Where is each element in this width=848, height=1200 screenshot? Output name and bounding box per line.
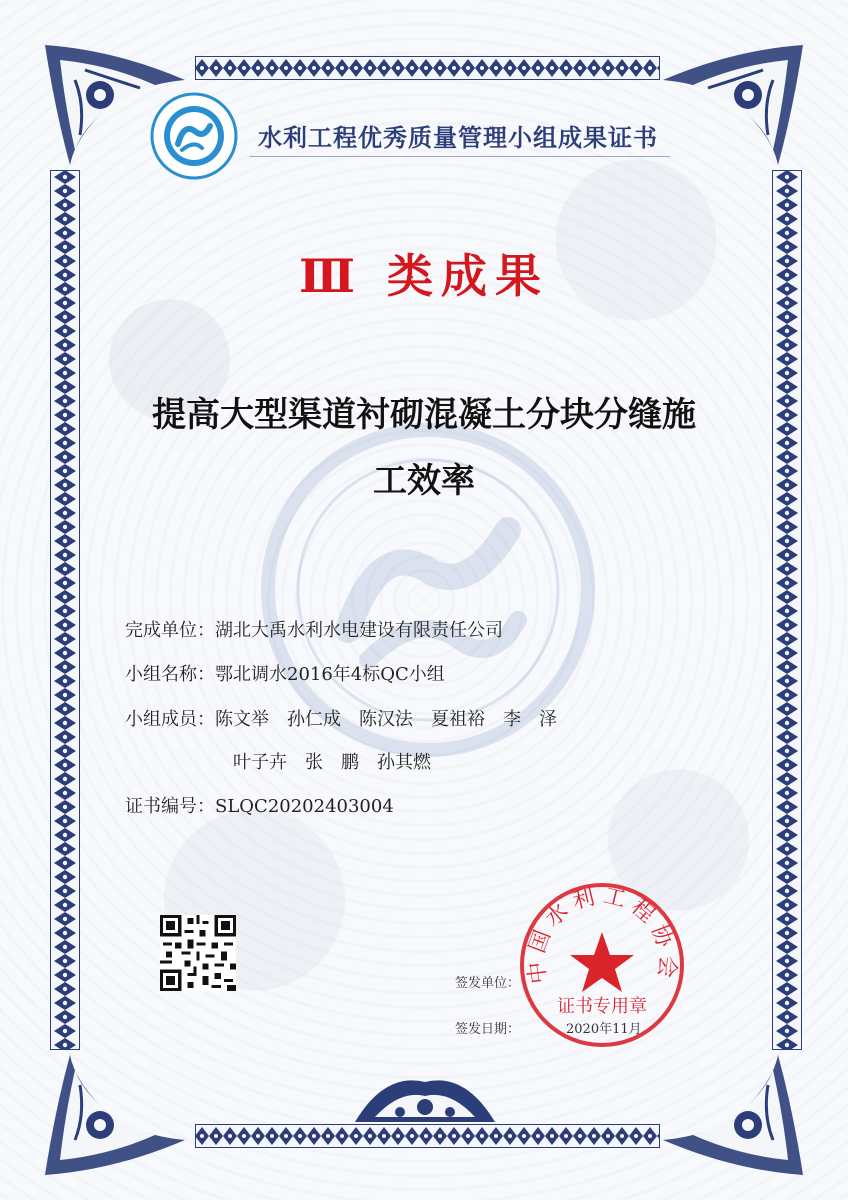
member-name: 夏祖裕 bbox=[431, 709, 485, 730]
member-name: 陈文举 bbox=[215, 709, 269, 730]
group-name-label: 小组名称： bbox=[125, 664, 215, 685]
certificate-number-value: SLQC20202403004 bbox=[215, 796, 394, 817]
member-name: 叶子卉 bbox=[233, 752, 287, 773]
seal-ring-text: 中国水利工程协会 bbox=[523, 883, 681, 986]
group-name-row bbox=[125, 660, 445, 686]
project-title-line-1: 提高大型渠道衬砌混凝土分块分缝施 bbox=[152, 395, 696, 435]
certificate-number-row bbox=[125, 792, 394, 818]
corner-ornament-bottom-left bbox=[40, 1050, 190, 1180]
header-divider bbox=[250, 156, 670, 157]
association-logo bbox=[150, 92, 238, 180]
group-name-value: 鄂北调水2016年4标QC小组 bbox=[215, 664, 445, 685]
project-title bbox=[90, 382, 758, 514]
member-name: 陈汉法 bbox=[359, 709, 413, 730]
issuer-label: 签发单位： bbox=[455, 976, 521, 991]
border-strip-top bbox=[195, 56, 660, 80]
project-title-line-2: 工效率 bbox=[373, 461, 475, 501]
issue-date-label: 签发日期： bbox=[455, 1022, 521, 1037]
group-members-row bbox=[125, 705, 557, 731]
group-members-line-2 bbox=[233, 748, 431, 774]
group-members-line-1 bbox=[215, 709, 557, 730]
official-seal bbox=[517, 880, 687, 1050]
certificate-header-title: 水利工程优秀质量管理小组成果证书 bbox=[258, 123, 658, 152]
completion-unit-label: 完成单位： bbox=[125, 620, 215, 641]
corner-ornament-top-right bbox=[658, 40, 808, 170]
completion-unit-row bbox=[125, 616, 503, 642]
group-members-label: 小组成员： bbox=[125, 709, 215, 730]
achievement-grade: Ⅲ 类成果 bbox=[298, 249, 550, 303]
completion-unit-value: 湖北大禹水利水电建设有限责任公司 bbox=[215, 620, 503, 641]
member-name: 孙其燃 bbox=[377, 752, 431, 773]
member-name: 李 泽 bbox=[503, 709, 557, 730]
member-name: 孙仁成 bbox=[287, 709, 341, 730]
certificate-number-label: 证书编号： bbox=[125, 796, 215, 817]
corner-ornament-bottom-right bbox=[658, 1050, 808, 1180]
member-name: 张 鹏 bbox=[305, 752, 359, 773]
issue-date-value: 2020年11月 bbox=[566, 1022, 642, 1037]
seal-bottom-text: 证书专用章 bbox=[557, 996, 647, 1017]
seal-star-icon bbox=[570, 932, 634, 992]
bottom-center-ornament bbox=[345, 1062, 505, 1132]
qr-code[interactable] bbox=[160, 915, 236, 991]
